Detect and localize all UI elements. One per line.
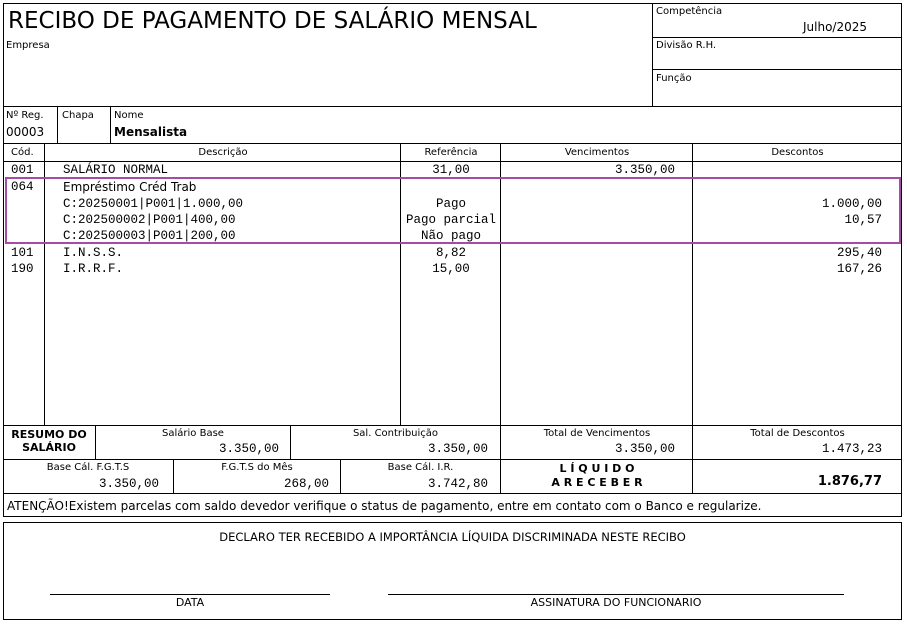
salario-base-label: Salário Base — [162, 428, 224, 439]
item-desc: SALÁRIO NORMAL — [63, 163, 169, 177]
item-cod: 001 — [11, 163, 34, 177]
liquido-value: 1.876,77 — [817, 474, 882, 489]
item-desconto: 167,26 — [836, 262, 882, 276]
resumo-label: RESUMO DO SALÁRIO — [11, 428, 87, 454]
declaration-text: DECLARO TER RECEBIDO A IMPORTÂNCIA LÍQUIDA DISCRIMINADA NESTE RECIBO — [219, 530, 686, 544]
item-ref: 31,00 — [432, 163, 470, 177]
item-cod: 190 — [11, 262, 34, 276]
base-fgts-value: 3.350,00 — [98, 477, 159, 491]
item-cod: 064 — [11, 180, 34, 194]
nome-label: Nome — [114, 110, 144, 121]
sal-contribuicao-value: 3.350,00 — [427, 442, 488, 456]
chapa-label: Chapa — [62, 110, 94, 121]
item-ref: Pago — [435, 197, 466, 211]
nome-value: Mensalista — [114, 125, 188, 139]
fgts-mes-label: F.G.T.S do Mês — [221, 462, 293, 473]
item-desconto: 295,40 — [836, 246, 882, 260]
col-header-cod: Cód. — [11, 147, 34, 158]
competencia-value: Julho/2025 — [803, 20, 868, 34]
employee-signature-line — [388, 594, 844, 595]
assinatura-label: ASSINATURA DO FUNCIONARIO — [530, 596, 702, 609]
fgts-mes-value: 268,00 — [283, 477, 329, 491]
total-descontos-label: Total de Descontos — [750, 428, 845, 439]
divisao-label: Divisão R.H. — [656, 40, 717, 51]
item-desconto: 10,57 — [844, 213, 882, 227]
item-ref: 15,00 — [432, 262, 470, 276]
col-header-descontos: Descontos — [771, 147, 824, 158]
total-descontos-value: 1.473,23 — [821, 442, 882, 456]
item-desc: I.R.R.F. — [63, 262, 124, 276]
col-header-referencia: Referência — [424, 147, 478, 158]
item-desc: Empréstimo Créd Trab — [63, 180, 197, 194]
item-ref: Pago parcial — [405, 213, 496, 227]
salario-base-value: 3.350,00 — [218, 442, 279, 456]
funcao-label: Função — [656, 73, 692, 84]
col-header-descricao: Descrição — [198, 147, 248, 158]
item-ref: Não pago — [420, 229, 481, 243]
competencia-label: Competência — [656, 6, 723, 17]
empresa-label: Empresa — [6, 40, 50, 51]
item-cod: 101 — [11, 246, 34, 260]
item-desc: C:202500003|P001|200,00 — [63, 229, 236, 243]
item-desc: C:202500002|P001|400,00 — [63, 213, 236, 227]
item-venc: 3.350,00 — [614, 163, 675, 177]
col-header-vencimentos: Vencimentos — [564, 147, 630, 158]
item-ref: 8,82 — [435, 246, 466, 260]
item-desc: I.N.S.S. — [63, 246, 124, 260]
receipt-title: RECIBO DE PAGAMENTO DE SALÁRIO MENSAL — [8, 8, 537, 34]
base-ir-label: Base Cál. I.R. — [387, 462, 454, 473]
item-desc: C:20250001|P001|1.000,00 — [63, 197, 244, 211]
total-vencimentos-value: 3.350,00 — [614, 442, 675, 456]
item-desconto: 1.000,00 — [821, 197, 882, 211]
date-signature-line — [50, 594, 330, 595]
reg-value: 00003 — [6, 125, 45, 139]
reg-label: Nº Reg. — [6, 110, 44, 121]
notice-text: ATENÇÃO!Existem parcelas com saldo devedor verifique o status de pagamento, entre em contato com o Banco e regularize. — [7, 499, 762, 513]
sal-contribuicao-label: Sal. Contribuição — [352, 428, 439, 439]
base-fgts-label: Base Cál. F.G.T.S — [46, 462, 130, 473]
liquido-label: L Í Q U I D O A R E C E B E R — [551, 462, 643, 489]
total-vencimentos-label: Total de Vencimentos — [543, 428, 651, 439]
loan-highlight-box — [5, 177, 901, 244]
base-ir-value: 3.742,80 — [427, 477, 488, 491]
date-label: DATA — [175, 596, 205, 609]
